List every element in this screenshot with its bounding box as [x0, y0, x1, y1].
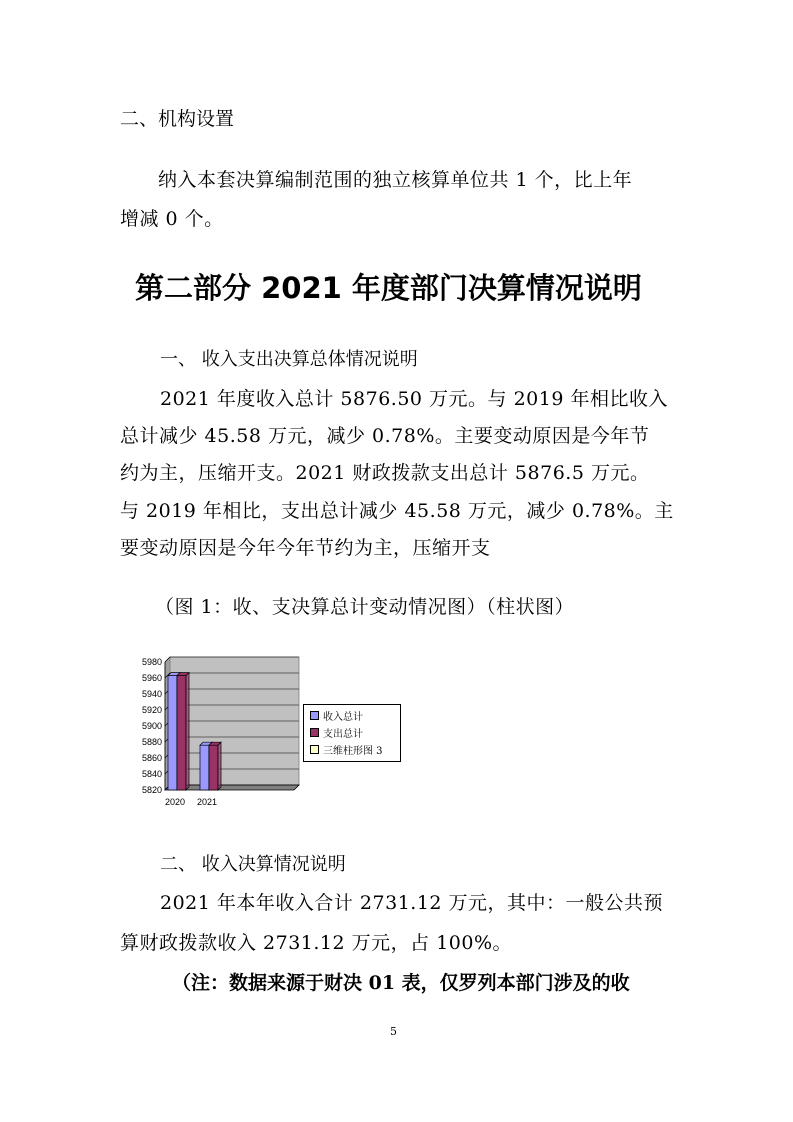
overall-line-4: 与 2019 年相比，支出总计减少 45.58 万元，减少 0.78%。主	[120, 500, 674, 522]
section-heading-income: 二、 收入决算情况说明	[160, 854, 346, 875]
legend-swatch-series3	[310, 745, 319, 754]
y-tick-label: 5880	[141, 737, 162, 747]
bar	[209, 742, 221, 790]
org-paragraph-line-1: 纳入本套决算编制范围的独立核算单位共 1 个，比上年	[158, 169, 633, 191]
y-tick-label: 5980	[141, 657, 162, 667]
income-line-2: 算财政拨款收入 2731.12 万元，占 100%。	[120, 932, 513, 954]
bar-front	[168, 676, 177, 790]
section-heading-overall: 一、 收入支出决算总体情况说明	[160, 349, 418, 370]
chart-legend	[303, 704, 401, 762]
org-paragraph-line-2: 增减 0 个。	[120, 208, 224, 230]
overall-line-5: 要变动原因是今年今年节约为主，压缩开支	[120, 537, 491, 559]
section-heading-org: 二、机构设置	[120, 108, 235, 130]
legend-label-income: 收入总计	[323, 711, 363, 723]
bar-front	[177, 676, 186, 790]
legend-item-income	[310, 708, 363, 722]
figure-caption: （图 1：收、支决算总计变动情况图）（柱状图）	[155, 596, 575, 618]
note-text: （注：数据来源于财决 01 表，仅罗列本部门涉及的收	[172, 972, 630, 994]
page-number: 5	[390, 1025, 397, 1038]
legend-label-expense: 支出总计	[323, 728, 363, 740]
overall-line-3: 约为主，压缩开支。2021 财政拨款支出总计 5876.5 万元。	[120, 462, 650, 484]
income-line-1: 2021 年本年收入合计 2731.12 万元，其中：一般公共预	[160, 892, 664, 914]
x-tick-label: 2020	[164, 797, 186, 807]
legend-swatch-income	[310, 711, 319, 720]
overall-line-2: 总计减少 45.58 万元，减少 0.78%。主要变动原因是今年节	[120, 425, 650, 447]
bar-front	[209, 745, 218, 790]
bar-front	[200, 745, 209, 790]
legend-swatch-expense	[310, 728, 319, 737]
y-tick-label: 5860	[141, 753, 162, 763]
y-tick-labels	[142, 657, 162, 795]
bar-side	[218, 742, 221, 790]
y-tick-label: 5820	[141, 785, 162, 795]
bar-side	[186, 673, 189, 790]
x-tick-labels	[165, 797, 217, 807]
bar	[177, 673, 189, 790]
y-tick-label: 5940	[141, 689, 162, 699]
legend-item-expense	[310, 725, 363, 739]
legend-label-series3: 三维柱形图 3	[323, 745, 383, 757]
legend-item-series3	[310, 742, 383, 756]
y-tick-label: 5900	[141, 721, 162, 731]
part-title: 第二部分 2021 年度部门决算情况说明	[135, 271, 642, 305]
y-tick-label: 5960	[141, 673, 162, 683]
x-tick-label: 2021	[196, 797, 218, 807]
y-tick-label: 5920	[141, 705, 162, 715]
y-tick-label: 5840	[141, 769, 162, 779]
overall-line-1: 2021 年度收入总计 5876.50 万元。与 2019 年相比收入	[160, 388, 668, 410]
bar-chart	[128, 652, 308, 810]
